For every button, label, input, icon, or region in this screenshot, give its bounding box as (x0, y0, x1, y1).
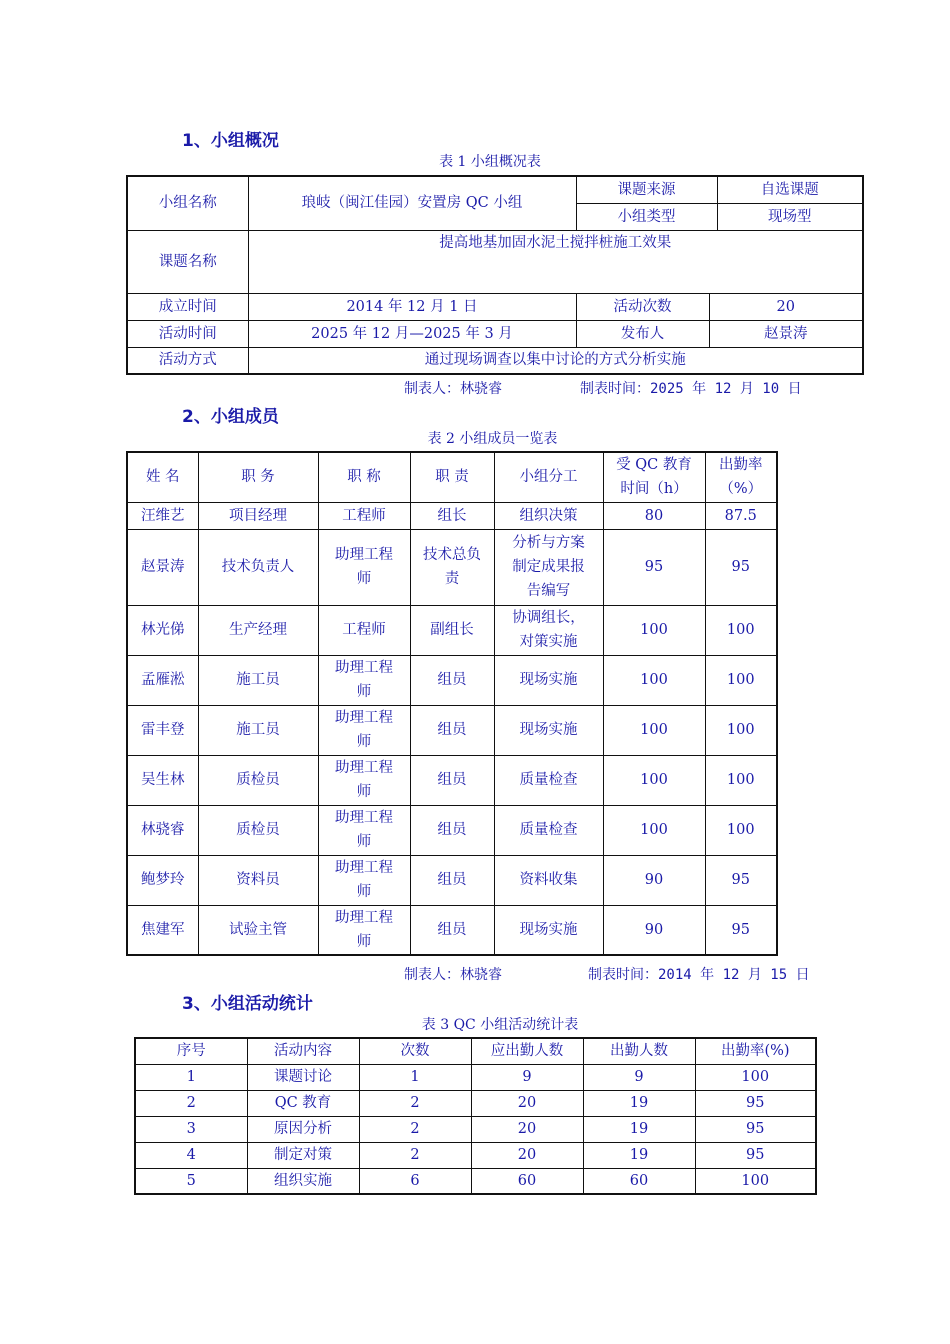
table-cell: 工程师 (318, 502, 410, 529)
table-cell: 资料员 (198, 855, 318, 905)
table-cell: 90 (603, 905, 705, 955)
header-cell: 职 责 (410, 452, 494, 502)
table-row (135, 1142, 816, 1168)
label-activity-time: 活动时间 (127, 320, 248, 347)
table-2-time: 制表时间：2014 年 12 月 15 日 (588, 967, 810, 983)
header-cell: 出勤率 （%） (705, 452, 777, 502)
header-cell: 职 务 (198, 452, 318, 502)
table-cell: 试验主管 (198, 905, 318, 955)
table-cell: 项目经理 (198, 502, 318, 529)
table-cell: 80 (603, 502, 705, 529)
table-cell: 林骁睿 (127, 805, 198, 855)
table-2-maker: 制表人：林骁睿 (404, 967, 502, 983)
value-activity-method: 通过现场调查以集中讨论的方式分析实施 (248, 347, 863, 374)
table-cell: 100 (603, 755, 705, 805)
table-cell: 资料收集 (494, 855, 603, 905)
table-2-caption: 表 2 小组成员一览表 (427, 431, 558, 447)
value-founded: 2014 年 12 月 1 日 (248, 293, 576, 320)
header-cell: 活动内容 (247, 1038, 359, 1064)
table-cell: 100 (705, 705, 777, 755)
table-cell: 19 (583, 1090, 695, 1116)
table-cell: 1 (135, 1064, 247, 1090)
table-cell: 施工员 (198, 705, 318, 755)
table-1-maker: 制表人：林骁睿 (404, 381, 502, 397)
table-row (127, 605, 777, 655)
table-cell: 分析与方案 制定成果报 告编写 (494, 529, 603, 605)
table-1-time: 制表时间：2025 年 12 月 10 日 (580, 381, 802, 397)
table-cell: 助理工程 师 (318, 655, 410, 705)
table-row (135, 1064, 816, 1090)
table-cell: 协调组长， 对策实施 (494, 605, 603, 655)
table-cell: 助理工程 师 (318, 529, 410, 605)
table-cell: 95 (603, 529, 705, 605)
table-cell: 施工员 (198, 655, 318, 705)
table-cell: 原因分析 (247, 1116, 359, 1142)
label-activity-count: 活动次数 (576, 293, 709, 320)
table-cell: 19 (583, 1116, 695, 1142)
table-cell: 95 (705, 905, 777, 955)
table-row (127, 529, 777, 605)
header-cell: 应出勤人数 (471, 1038, 583, 1064)
section-2-heading: 2、小组成员 (182, 407, 279, 427)
table-cell: 副组长 (410, 605, 494, 655)
label-publisher: 发布人 (576, 320, 709, 347)
header-cell: 序号 (135, 1038, 247, 1064)
table-cell: 100 (603, 605, 705, 655)
table-row (127, 855, 777, 905)
table-cell: 2 (359, 1090, 471, 1116)
table-cell: 助理工程 师 (318, 805, 410, 855)
section-3-heading: 3、小组活动统计 (182, 994, 313, 1014)
table-cell: 汪维艺 (127, 502, 198, 529)
table-cell: 2 (359, 1116, 471, 1142)
table-cell: 生产经理 (198, 605, 318, 655)
table-cell: 助理工程 师 (318, 905, 410, 955)
label-topic-source: 课题来源 (576, 176, 717, 203)
table-cell: 焦建军 (127, 905, 198, 955)
table-cell: 助理工程 师 (318, 755, 410, 805)
header-cell: 出勤人数 (583, 1038, 695, 1064)
table-3-caption: 表 3 QC 小组活动统计表 (421, 1017, 579, 1033)
table-cell: 组员 (410, 905, 494, 955)
table-cell: 工程师 (318, 605, 410, 655)
table-cell: 2 (135, 1090, 247, 1116)
table-cell: 组长 (410, 502, 494, 529)
table-cell: 雷丰登 (127, 705, 198, 755)
table-cell: 100 (695, 1064, 816, 1090)
table-cell: 助理工程 师 (318, 855, 410, 905)
table-cell: 20 (471, 1142, 583, 1168)
table-cell: 95 (695, 1090, 816, 1116)
table-cell: 赵景涛 (127, 529, 198, 605)
table-cell: 95 (705, 855, 777, 905)
table-cell: QC 教育 (247, 1090, 359, 1116)
table-cell: 95 (695, 1142, 816, 1168)
table-cell: 2 (359, 1142, 471, 1168)
table-cell: 制定对策 (247, 1142, 359, 1168)
table-cell: 100 (705, 605, 777, 655)
group-overview-table (126, 175, 864, 375)
table-cell: 9 (471, 1064, 583, 1090)
value-topic-name: 提高地基加固水泥土搅拌桩施工效果 (248, 230, 863, 293)
table-cell: 现场实施 (494, 905, 603, 955)
table-1-caption: 表 1 小组概况表 (439, 154, 541, 170)
table-cell: 孟雁淞 (127, 655, 198, 705)
header-cell: 受 QC 教育 时间（h） (603, 452, 705, 502)
table-cell: 60 (471, 1168, 583, 1194)
table-cell: 100 (603, 655, 705, 705)
activity-stats-table (134, 1037, 817, 1195)
table-cell: 技术总负 责 (410, 529, 494, 605)
value-activity-count: 20 (709, 293, 863, 320)
table-cell: 4 (135, 1142, 247, 1168)
table-cell: 现场实施 (494, 655, 603, 705)
header-cell: 小组分工 (494, 452, 603, 502)
header-cell: 次数 (359, 1038, 471, 1064)
table-cell: 助理工程 师 (318, 705, 410, 755)
members-table (126, 451, 778, 956)
table-cell: 20 (471, 1116, 583, 1142)
table-row (127, 705, 777, 755)
table-cell: 6 (359, 1168, 471, 1194)
table-row (127, 502, 777, 529)
table-cell: 质量检查 (494, 755, 603, 805)
label-topic-name: 课题名称 (127, 230, 248, 293)
table-cell: 100 (603, 805, 705, 855)
members-header-row (127, 452, 777, 502)
header-cell: 职 称 (318, 452, 410, 502)
label-group-type: 小组类型 (576, 203, 717, 230)
value-publisher: 赵景涛 (709, 320, 863, 347)
header-cell: 姓 名 (127, 452, 198, 502)
table-cell: 20 (471, 1090, 583, 1116)
table-cell: 质检员 (198, 805, 318, 855)
table-cell: 95 (695, 1116, 816, 1142)
label-founded: 成立时间 (127, 293, 248, 320)
table-cell: 60 (583, 1168, 695, 1194)
table-cell: 技术负责人 (198, 529, 318, 605)
table-row (127, 655, 777, 705)
value-group-name: 琅岐（闽江佳园）安置房 QC 小组 (248, 176, 576, 230)
table-cell: 组员 (410, 805, 494, 855)
table-cell: 现场实施 (494, 705, 603, 755)
table-cell: 质量检查 (494, 805, 603, 855)
table-cell: 鲍梦玲 (127, 855, 198, 905)
table-cell: 组织决策 (494, 502, 603, 529)
table-cell: 100 (705, 755, 777, 805)
value-topic-source: 自选课题 (717, 176, 863, 203)
table-cell: 1 (359, 1064, 471, 1090)
stats-header-row (135, 1038, 816, 1064)
table-cell: 组织实施 (247, 1168, 359, 1194)
table-cell: 林光俤 (127, 605, 198, 655)
table-row (135, 1090, 816, 1116)
label-activity-method: 活动方式 (127, 347, 248, 374)
table-cell: 组员 (410, 705, 494, 755)
table-row (135, 1116, 816, 1142)
value-activity-time: 2025 年 12 月—2025 年 3 月 (248, 320, 576, 347)
table-row (127, 755, 777, 805)
section-1-heading: 1、小组概况 (182, 131, 279, 151)
table-cell: 100 (695, 1168, 816, 1194)
table-cell: 19 (583, 1142, 695, 1168)
table-cell: 质检员 (198, 755, 318, 805)
header-cell: 出勤率(%) (695, 1038, 816, 1064)
table-cell: 组员 (410, 655, 494, 705)
table-cell: 100 (705, 655, 777, 705)
table-cell: 5 (135, 1168, 247, 1194)
table-cell: 100 (705, 805, 777, 855)
table-row (135, 1168, 816, 1194)
table-cell: 课题讨论 (247, 1064, 359, 1090)
table-cell: 组员 (410, 855, 494, 905)
value-group-type: 现场型 (717, 203, 863, 230)
table-cell: 90 (603, 855, 705, 905)
table-cell: 3 (135, 1116, 247, 1142)
table-row (127, 905, 777, 955)
table-cell: 100 (603, 705, 705, 755)
table-cell: 95 (705, 529, 777, 605)
table-cell: 组员 (410, 755, 494, 805)
label-group-name: 小组名称 (127, 176, 248, 230)
table-cell: 87.5 (705, 502, 777, 529)
table-cell: 9 (583, 1064, 695, 1090)
table-row (127, 805, 777, 855)
table-cell: 吴生林 (127, 755, 198, 805)
